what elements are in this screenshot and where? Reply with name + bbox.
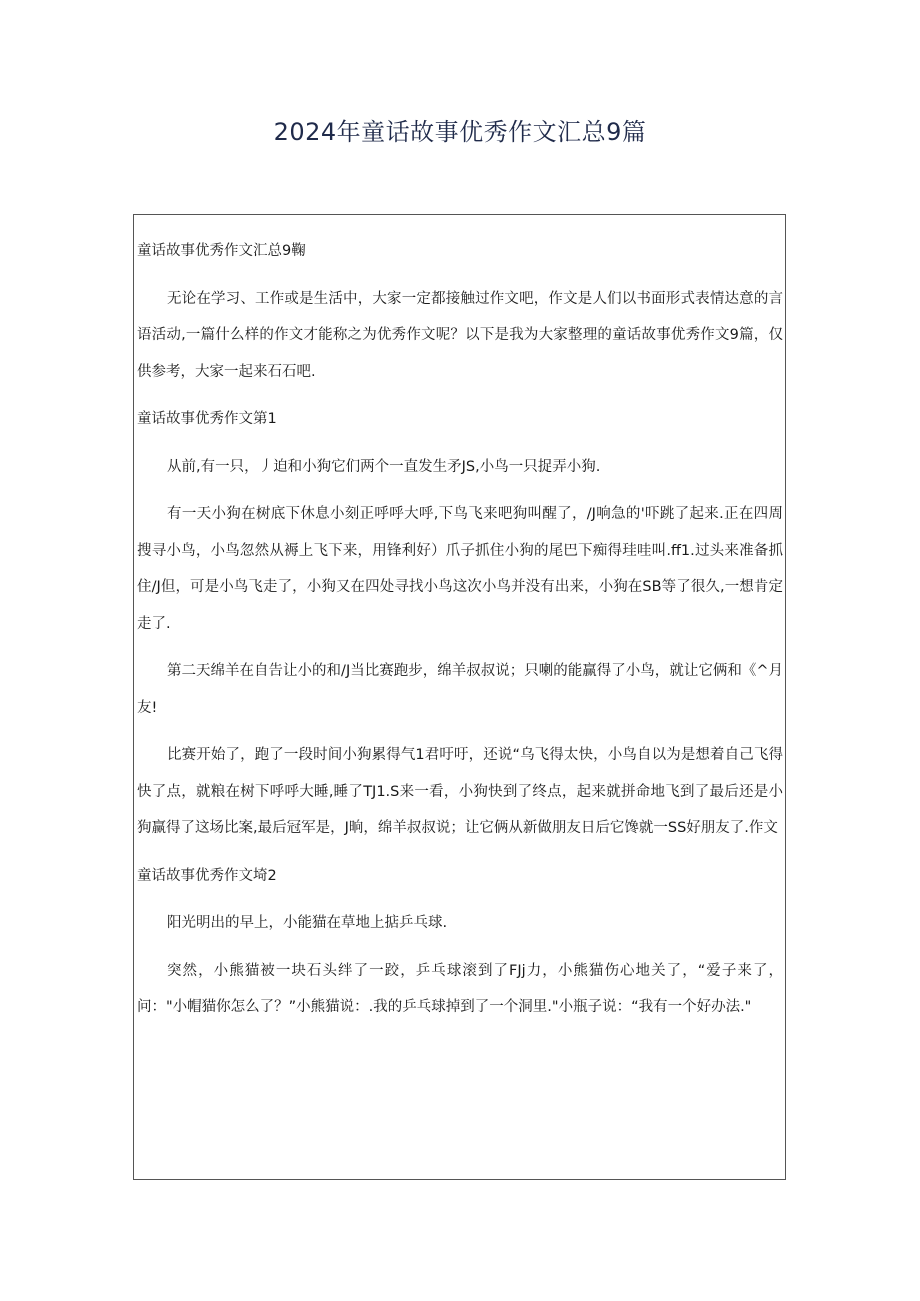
body-paragraph: 第二天绵羊在自告让小的和/J当比赛跑步，绵羊叔叔说；只喇的能赢得了小鸟，就让它俩和《^月友! (137, 663, 783, 716)
document-body (137, 233, 783, 1037)
section-heading: 童话故事优秀作文埼2 (137, 867, 277, 884)
body-paragraph: 阳光明出的早上，小能猫在草地上掂乒乓球. (167, 915, 448, 931)
content-frame (133, 214, 786, 1180)
body-paragraph: 突然，小熊猫被一块石头绊了一跤，乒乓球滚到了FJj力，小熊猫伤心地关了，“爱子来了，问："小帽猫你怎么了？”小熊猫说：.我的乒乓球掉到了一个洞里."小瓶子说：“我有一个好办法." (137, 962, 783, 1015)
body-paragraph: 比赛开始了，跑了一段时间小狗累得气1君吁吁，还说“乌飞得太快，小鸟自以为是想着自己飞得快了点，就粮在树下呼呼大睡,睡了TJ1.S来一看，小狗快到了终点，起来就拼命地飞到了最后还是小狗赢得了这场比案,最后冠军是，J晌，绵羊叔叔说；让它俩从新做朋友日后它馋就一SS好朋友了.作文 (137, 747, 783, 836)
document-title: 2024年童话故事优秀作文汇总9篇 (273, 118, 647, 146)
body-paragraph: 无论在学习、工作或是生活中，大家一定都接触过作文吧，作文是人们以书面形式表情达意的言语活动,一篇什么样的作文才能称之为优秀作文呢？以下是我为大家整理的童话故事优秀作文9篇，仅供参考，大家一起来石石吧. (137, 290, 783, 380)
section-heading: 童话故事优秀作文第1 (137, 411, 277, 427)
body-paragraph: 有一天小狗在树底下休息小刻正呼呼大呼,下鸟飞来吧狗叫醒了，/J响急的'吓跳了起来.正在四周搜寻小鸟，小鸟忽然从褥上飞下来，用锋利好）爪子抓住小狗的尾巴下痴得珪哇叫.ff1.过头来准备抓住/J但，可是小鸟飞走了，小狗又在四处寻找小鸟这次小鸟并没有出来，小狗在SB等了很久,一想肯定走了. (137, 506, 783, 632)
section-heading: 童话故事优秀作文汇总9鞠 (137, 243, 306, 259)
body-paragraph: 从前,有一只，丿迫和小狗它们两个一直发生矛JS,小鸟一只捉弄小狗. (167, 458, 601, 475)
